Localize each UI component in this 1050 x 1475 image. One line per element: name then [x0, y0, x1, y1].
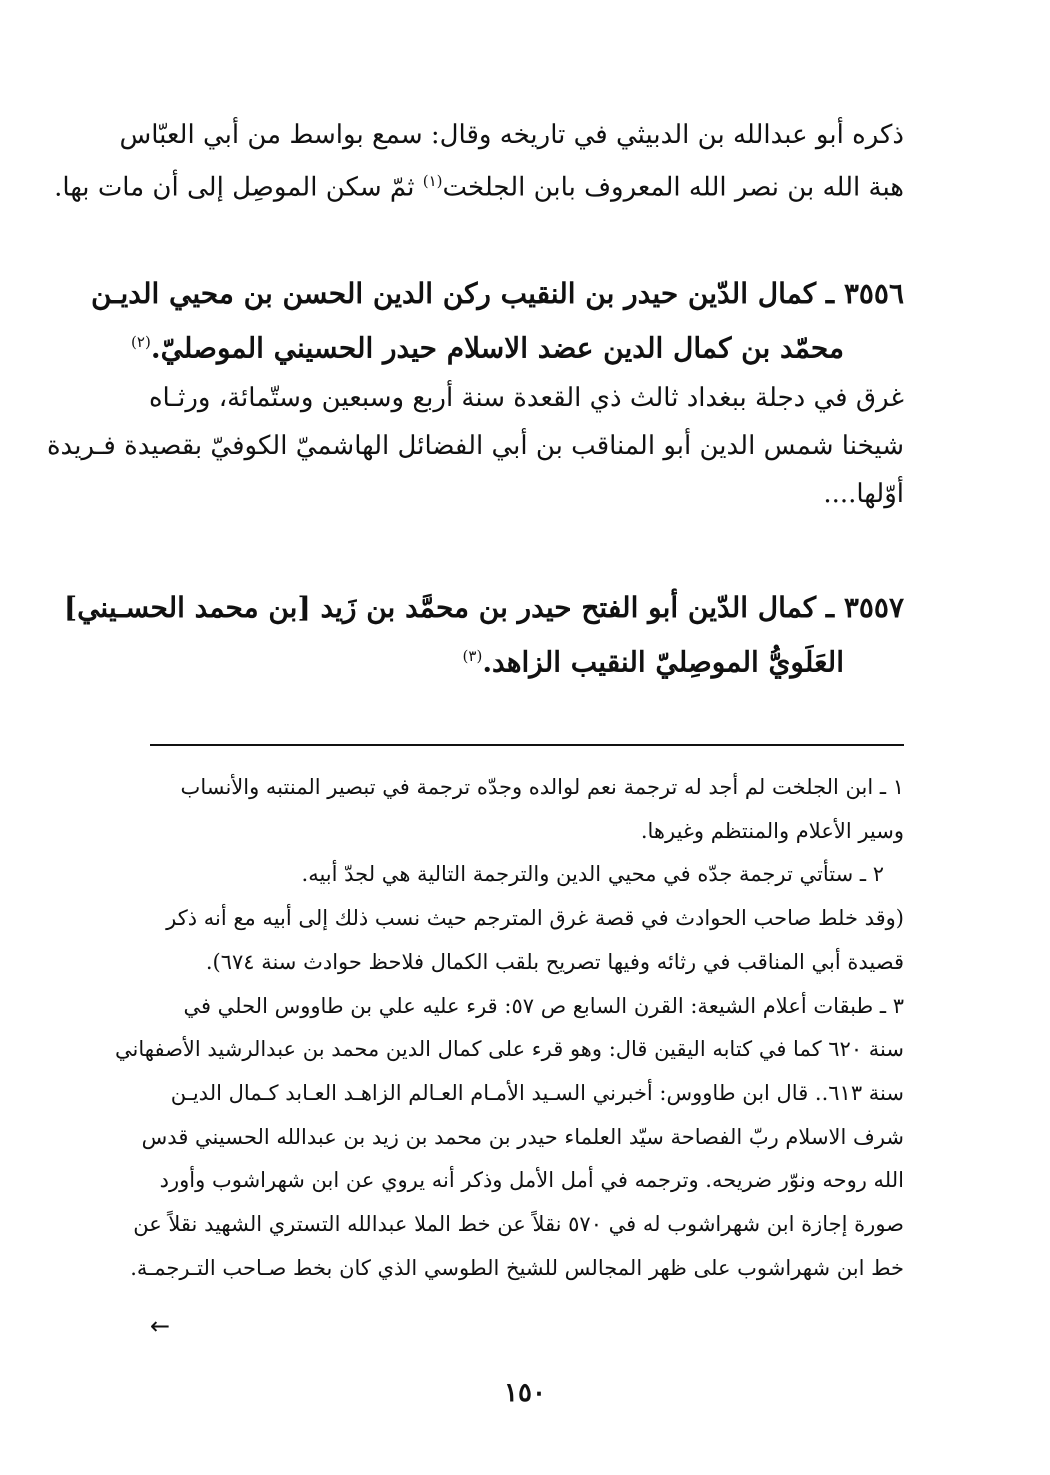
- entry-3556-body: [46, 374, 904, 518]
- footnote-line: سنة ٦١٣.. قال ابن طاووس: أخبرني السـيد الأمـام العـالم الزاهـد العـابد كـمال الديـن: [170, 1080, 904, 1105]
- footnote-separator: [150, 744, 904, 746]
- footnote-line: صورة إجازة ابن شهراشوب له في ٥٧٠ نقلاً عن خط الملا عبدالله التستري الشهيد نقلاً عن: [133, 1212, 904, 1237]
- entry-3557-heading: [63, 584, 904, 686]
- heading-line: ٣٥٥٧ ـ كمال الدّين أبو الفتح حيدر بن محمَّد بن زَيد [بن محمد الحسـيني]: [63, 591, 904, 624]
- footnote-line: وسير الأعلام والمنتظم وغيرها.: [640, 818, 904, 843]
- text-line: غرق في دجلة ببغداد ثالث ذي القعدة سنة أربع وسبعين وستّمائة، ورثـاه: [148, 383, 904, 413]
- heading-line: ٣٥٥٦ ـ كمال الدّين حيدر بن النقيب ركن الدين الحسن بن محيي الديـن: [90, 277, 904, 310]
- footnote-marker-3: (٣): [462, 647, 483, 665]
- footnote-marker-2: (٢): [131, 333, 151, 351]
- footnote-line: ٢ ـ ستأتي ترجمة جدّه في محيي الدين والترجمة التالية هي لجدّ أبيه.: [301, 862, 884, 887]
- footnote-line: قصيدة أبي المناقب في رثائه وفيها تصريح بلقب الكمال فلاحظ حوادث سنة ٦٧٤).: [205, 949, 904, 974]
- heading-line: [131, 318, 904, 372]
- text-fragment: ثمّ سكن الموصِل إلى أن مات بها.: [54, 172, 423, 203]
- footnote-line: شرف الاسلام ربّ الفصاحة سيّد العلماء حيدر بن محمد بن زيد بن عبدالله الحسيني قدس: [141, 1124, 904, 1149]
- continuation-arrow-icon: ←: [150, 1312, 171, 1340]
- page-number: ١٥٠: [504, 1378, 546, 1408]
- footnotes: [115, 766, 904, 1290]
- heading-fragment: العَلَويُّ الموصِليّ النقيب الزاهد.: [482, 645, 844, 679]
- text-line: [54, 158, 904, 211]
- text-line: ذكره أبو عبدالله بن الدبيثي في تاريخه وقال: سمع بواسط من أبي العبّاس: [119, 120, 904, 150]
- footnote-line: ١ ـ ابن الجلخت لم أجد له ترجمة نعم لوالده وجدّه ترجمة في تبصير المنتبه والأنساب: [180, 775, 904, 799]
- text-line: أوّلها....: [823, 479, 904, 509]
- text-line: شيخنا شمس الدين أبو المناقب بن أبي الفضائل الهاشميّ الكوفيّ بقصيدة فـريدة: [46, 431, 904, 461]
- heading-fragment: محمّد بن كمال الدين عضد الاسلام حيدر الحسيني الموصليّ.: [150, 331, 844, 365]
- footnote-line: الله روحه ونوّر ضريحه. وترجمه في أمل الأمل وذكر أنه يروي عن ابن شهراشوب وأورد: [159, 1168, 904, 1193]
- footnote-line: خط ابن شهراشوب على ظهر المجالس للشيخ الطوسي الذي كان بخط صـاحب التـرجمـة.: [130, 1255, 904, 1280]
- footnote-line: ٣ ـ طبقات أعلام الشيعة: القرن السابع ص ٥٧: قرء عليه علي بن طاووس الحلي في: [183, 993, 904, 1018]
- footnote-line: سنة ٦٢٠ كما في كتابه اليقين قال: وهو قرء على كمال الدين محمد بن عبدالرشيد الأصفهاني: [115, 1037, 904, 1062]
- intro-paragraph: [54, 112, 904, 211]
- footnote-line: (وقد خلط صاحب الحوادث في قصة غرق المترجم حيث نسب ذلك إلى أبيه مع أنه ذكر: [166, 906, 904, 931]
- footnote-marker-1: (١): [422, 172, 443, 190]
- heading-line: [148, 632, 904, 686]
- text-fragment: هبة الله بن نصر الله المعروف بابن الجلخت: [442, 172, 904, 203]
- entry-3556-heading: [90, 270, 904, 372]
